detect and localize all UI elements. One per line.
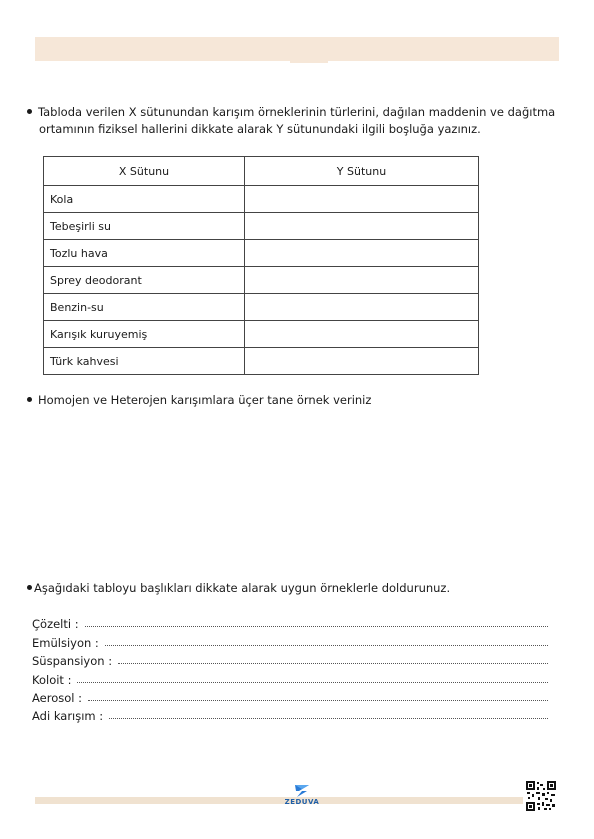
table-row — [44, 267, 479, 294]
x-cell: Tozlu hava — [44, 240, 245, 267]
table-header-row — [44, 157, 479, 186]
answer-line[interactable] — [105, 645, 548, 646]
table-row — [44, 240, 479, 267]
question-2-text: Homojen ve Heterojen karışımlara üçer tane örnek veriniz — [38, 393, 372, 407]
table-row — [44, 213, 479, 240]
question-1 — [27, 104, 563, 138]
x-cell: Benzin-su — [44, 294, 245, 321]
x-cell: Karışık kuruyemiş — [44, 321, 245, 348]
x-cell: Tebeşirli su — [44, 213, 245, 240]
y-answer-cell[interactable] — [245, 213, 479, 240]
qr-code-icon — [525, 780, 557, 812]
question-3-text: Aşağıdaki tabloyu başlıkları dikkate alarak uygun örneklerle doldurunuz. — [34, 581, 451, 595]
fill-row — [32, 687, 548, 705]
brand-logo — [282, 783, 322, 806]
answer-line[interactable] — [85, 626, 548, 627]
y-answer-cell[interactable] — [245, 348, 479, 375]
y-answer-cell[interactable] — [245, 267, 479, 294]
x-cell: Türk kahvesi — [44, 348, 245, 375]
y-answer-cell[interactable] — [245, 321, 479, 348]
header-band — [35, 37, 559, 61]
question-1-line-2: ortamının fiziksel hallerini dikkate alarak Y sütunundaki ilgili boşluğa yazınız. — [39, 122, 481, 136]
table-row — [44, 186, 479, 213]
fill-label: Koloit : — [32, 672, 72, 687]
bullet-icon — [27, 585, 32, 590]
question-3 — [27, 580, 450, 597]
xy-table — [43, 156, 479, 375]
header-band-notch — [290, 61, 328, 63]
fill-row — [32, 613, 548, 631]
answer-line[interactable] — [77, 682, 548, 683]
fill-label: Süspansiyon : — [32, 654, 113, 669]
bullet-icon — [27, 397, 32, 402]
fill-row — [32, 668, 548, 686]
table-row — [44, 294, 479, 321]
answer-line[interactable] — [118, 663, 548, 664]
x-cell: Kola — [44, 186, 245, 213]
fill-label: Çözelti : — [32, 617, 79, 632]
y-answer-cell[interactable] — [245, 240, 479, 267]
answer-line[interactable] — [109, 718, 548, 719]
fill-in-list — [32, 613, 548, 723]
fill-row — [32, 650, 548, 668]
table-row — [44, 348, 479, 375]
x-column-header: X Sütunu — [44, 157, 245, 186]
footer-band — [35, 797, 523, 804]
fill-row — [32, 705, 548, 723]
x-cell: Sprey deodorant — [44, 267, 245, 294]
bullet-icon — [27, 109, 32, 114]
question-1-line-1: Tabloda verilen X sütunundan karışım örneklerinin türlerini, dağılan maddenin ve dağıtma — [38, 105, 556, 119]
fill-label: Emülsiyon : — [32, 635, 99, 650]
y-answer-cell[interactable] — [245, 186, 479, 213]
table-row — [44, 321, 479, 348]
y-column-header: Y Sütunu — [245, 157, 479, 186]
brand-name: ZEDUVA — [284, 798, 320, 806]
question-2 — [27, 392, 371, 409]
zeduva-logo-icon — [293, 783, 311, 797]
fill-label: Adi karışım : — [32, 709, 104, 724]
y-answer-cell[interactable] — [245, 294, 479, 321]
fill-row — [32, 631, 548, 649]
fill-label: Aerosol : — [32, 690, 83, 705]
answer-line[interactable] — [88, 700, 548, 701]
